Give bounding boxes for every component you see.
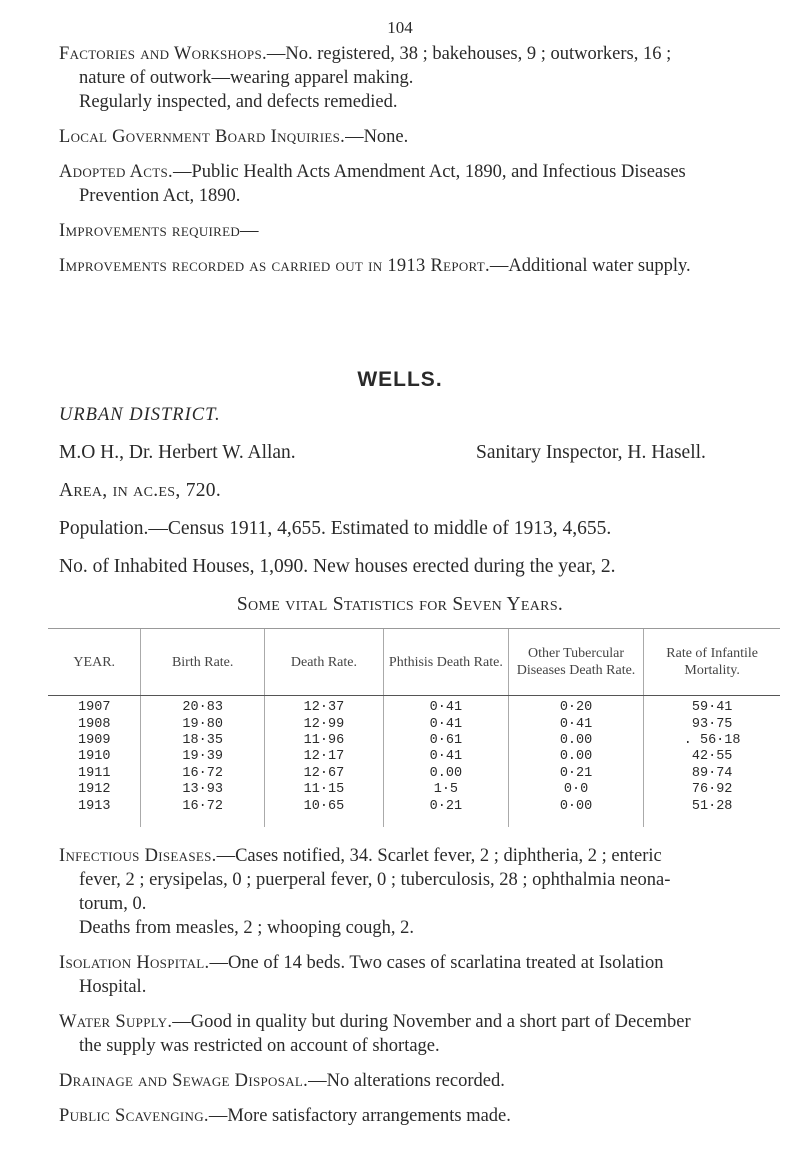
adopted-line1 xyxy=(59,160,686,184)
cell-phthisis: 0·41 xyxy=(383,696,508,717)
cell-tubercular: 0·0 xyxy=(508,782,644,798)
table-row xyxy=(48,749,780,765)
col-other-tubercular: Other Tubercular Diseases Death Rate. xyxy=(508,629,644,696)
water-line1 xyxy=(59,1010,691,1034)
lgb-heading: Local Government Board Inquiries. xyxy=(59,127,346,147)
cell-death: 12·17 xyxy=(264,749,383,765)
isolation-line1 xyxy=(59,951,663,975)
infectious-line1 xyxy=(59,844,662,868)
cell-phthisis: 0.00 xyxy=(383,766,508,782)
col-phthisis: Phthisis Death Rate. xyxy=(383,629,508,696)
cell-death: 10·65 xyxy=(264,798,383,826)
adopted-line2: Prevention Act, 1890. xyxy=(79,186,241,206)
cell-death: 12·99 xyxy=(264,716,383,732)
factories-line2: nature of outwork—wearing apparel making. xyxy=(79,68,414,88)
infectious-heading: Infectious Diseases. xyxy=(59,846,217,866)
cell-phthisis: 1·5 xyxy=(383,782,508,798)
cell-birth: 19·39 xyxy=(141,749,264,765)
cell-year: 1912 xyxy=(78,782,111,798)
cell-tubercular: 0·41 xyxy=(508,716,644,732)
cell-infantile: 76·92 xyxy=(644,782,780,798)
cell-birth: 16·72 xyxy=(141,766,264,782)
cell-birth: 13·93 xyxy=(141,782,264,798)
factories-line3: Regularly inspected, and defects remedied. xyxy=(79,92,398,112)
cell-tubercular: 0·00 xyxy=(508,798,644,826)
page-number: 104 xyxy=(387,18,413,37)
cell-infantile: 51·28 xyxy=(644,798,780,826)
isolation-text: —One of 14 beds. Two cases of scarlatina treated at Isolation xyxy=(209,953,664,973)
cell-infantile: 93·75 xyxy=(644,716,780,732)
cell-infantile: 42·55 xyxy=(644,749,780,765)
cell-year: 1913 xyxy=(78,798,111,814)
factories-text: —No. registered, 38 ; bakehouses, 9 ; outworkers, 16 ; xyxy=(266,44,672,64)
drainage-text: —No alterations recorded. xyxy=(308,1071,505,1091)
cell-death: 12·67 xyxy=(264,766,383,782)
cell-phthisis: 0·21 xyxy=(383,798,508,826)
water-text: —Good in quality but during November and a short part of December xyxy=(172,1012,691,1032)
table-row xyxy=(48,782,780,798)
cell-tubercular: 0.00 xyxy=(508,733,644,749)
improvements-required: Improvements required— xyxy=(59,221,259,241)
cell-death: 11·96 xyxy=(264,733,383,749)
cell-tubercular: 0.00 xyxy=(508,749,644,765)
cell-birth: 16·72 xyxy=(141,798,264,826)
factories-heading: Factories and Workshops. xyxy=(59,44,267,64)
adopted-heading: Adopted Acts. xyxy=(59,162,173,182)
infectious-line2: fever, 2 ; erysipelas, 0 ; puerperal fever, 0 ; tuberculosis, 28 ; ophthalmia neona- xyxy=(79,870,671,890)
cell-tubercular: 0·20 xyxy=(508,696,644,717)
drainage-heading: Drainage and Sewage Disposal. xyxy=(59,1071,309,1091)
cell-death: 11·15 xyxy=(264,782,383,798)
improvements-recorded-heading: Improvements recorded as carried out in 1913 Report. xyxy=(59,256,490,276)
factories-line1 xyxy=(59,42,671,66)
area: Area, in ac.es, 720. xyxy=(59,480,222,501)
isolation-line2: Hospital. xyxy=(79,977,147,997)
table-row xyxy=(48,716,780,732)
district-type: URBAN DISTRICT. xyxy=(59,405,221,425)
sanitary-inspector: Sanitary Inspector, H. Hasell. xyxy=(476,442,706,463)
vital-statistics-table xyxy=(48,628,780,827)
infectious-line3: torum, 0. xyxy=(79,894,147,914)
scavenging-text: —More satisfactory arrangements made. xyxy=(208,1106,511,1126)
infectious-line4: Deaths from measles, 2 ; whooping cough, 2. xyxy=(79,918,414,938)
adopted-text: —Public Health Acts Amendment Act, 1890, and Infectious Diseases xyxy=(172,162,686,182)
water-line2: the supply was restricted on account of shortage. xyxy=(79,1036,440,1056)
drainage-paragraph xyxy=(59,1069,505,1093)
moh: M.O H., Dr. Herbert W. Allan. xyxy=(59,442,296,463)
isolation-heading: Isolation Hospital. xyxy=(59,953,210,973)
col-birth-rate: Birth Rate. xyxy=(141,629,264,696)
table-row xyxy=(48,798,780,826)
cell-infantile: 59·41 xyxy=(644,696,780,717)
stats-title: Some vital Statistics for Seven Years. xyxy=(236,594,564,615)
cell-birth: 19·80 xyxy=(141,716,264,732)
cell-year: 1911 xyxy=(78,765,111,781)
cell-infantile: . 56·18 xyxy=(644,733,780,749)
col-year: YEAR. xyxy=(48,629,141,696)
cell-phthisis: 0·61 xyxy=(383,733,508,749)
cell-year: 1908 xyxy=(78,716,111,732)
cell-year: 1907 xyxy=(78,700,111,716)
improvements-recorded xyxy=(59,254,691,278)
cell-year: 1910 xyxy=(78,749,111,765)
cell-phthisis: 0·41 xyxy=(383,716,508,732)
cell-infantile: 89·74 xyxy=(644,766,780,782)
water-heading: Water Supply. xyxy=(59,1012,173,1032)
cell-death: 12·37 xyxy=(264,696,383,717)
col-death-rate: Death Rate. xyxy=(264,629,383,696)
infectious-text: —Cases notified, 34. Scarlet fever, 2 ; diphtheria, 2 ; enteric xyxy=(216,846,662,866)
scavenging-paragraph xyxy=(59,1104,511,1128)
cell-tubercular: 0·21 xyxy=(508,766,644,782)
cell-birth: 20·83 xyxy=(141,696,264,717)
cell-birth: 18·35 xyxy=(141,733,264,749)
col-infantile-mortality: Rate of Infantile Mortality. xyxy=(644,629,780,696)
inhabited-houses: No. of Inhabited Houses, 1,090. New houses erected during the year, 2. xyxy=(59,556,616,577)
district-name: WELLS. xyxy=(357,368,443,391)
cell-year: 1909 xyxy=(78,732,111,748)
table-row xyxy=(48,733,780,749)
table-row xyxy=(48,766,780,782)
cell-phthisis: 0·41 xyxy=(383,749,508,765)
table-header-row xyxy=(48,629,780,696)
scavenging-heading: Public Scavenging. xyxy=(59,1106,209,1126)
table-row xyxy=(48,696,780,717)
lgb-paragraph xyxy=(59,125,408,149)
lgb-text: —None. xyxy=(345,127,409,147)
improvements-recorded-text: —Additional water supply. xyxy=(489,256,691,276)
population: Population.—Census 1911, 4,655. Estimated to middle of 1913, 4,655. xyxy=(59,518,612,539)
